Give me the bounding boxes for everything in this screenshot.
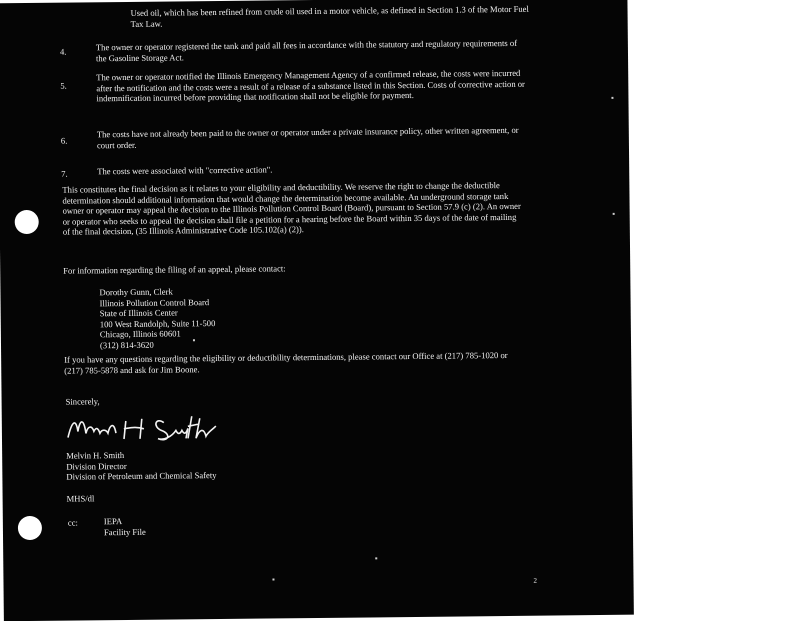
item-number: 6. — [60, 135, 68, 146]
cc-list — [104, 516, 146, 537]
scan-speck — [272, 578, 274, 580]
item-text: The costs have not already been paid to the owner or operator under a private insurance policy, other written agreement, or court order. — [96, 124, 519, 150]
punch-hole-top — [15, 210, 39, 234]
signature — [64, 406, 224, 448]
list-item — [96, 38, 526, 64]
cc-recipient: Facility File — [103, 526, 146, 537]
list-item — [96, 68, 526, 104]
signer-title: Division Director — [66, 460, 127, 472]
item-text: Used oil, which has been refined from crude oil used in a motor vehicle, as defined in Section 1.3 of the Motor Fuel Tax Law. — [130, 3, 529, 29]
list-item — [97, 125, 527, 151]
closing: Sincerely, — [65, 396, 100, 407]
cc-recipient: IEPA — [103, 516, 123, 527]
item-text: The owner or operator registered the tank and paid all fees in accordance with the statutory and regulatory requirements of the Gasoline Storage Act. — [95, 37, 518, 63]
item-text: The owner or operator notified the Illinois Emergency Management Agency of a confirmed release, the costs were incurred after the notification and the costs were a result of a release of a substance listed in this Section. Costs of corrective action or indemnification incurred before providing that notification shall not be eligible for payment. — [96, 67, 525, 104]
questions-paragraph: If you have any questions regarding the eligibility or deductibility determinations, please contact our Office at (217) 785-1020 or (217) 785-5878 and ask for Jim Boone. — [64, 349, 508, 376]
contact-org: Illinois Pollution Control Board — [99, 296, 210, 308]
scan-speck — [375, 557, 377, 559]
contact-block — [99, 286, 215, 350]
punch-hole-bottom — [18, 516, 42, 540]
scan-speck — [613, 213, 615, 215]
signer-block — [66, 449, 216, 482]
decision-paragraph: This constitutes the final decision as it relates to your eligibility and deductibility. We reserve the right to change the deductible determination should additional information that would change the determination become available. An underground storage tank owner or operator may appeal the decision to the Illinois Pollution Control Board (Board), pursuant to Section 57.9 (c) (2). An owner or operator who seeks to appeal the decision shall file a petition for a hearing before the Board within 35 days of the date of mailing of the final decision, (35 Illinois Administrative Code 105.102(a) (2)). — [62, 180, 521, 237]
initials: MHS/dl — [66, 493, 95, 504]
signer-division: Division of Petroleum and Chemical Safety — [66, 470, 217, 482]
signer-name: Melvin H. Smith — [66, 450, 125, 461]
contact-phone: (312) 814-3620 — [99, 339, 154, 350]
item-text: The costs were associated with "corrective action". — [97, 164, 273, 177]
item-number: 5. — [60, 80, 67, 91]
appeal-intro: For information regarding the filing of an appeal, please contact: — [63, 263, 286, 276]
page-number: 2 — [533, 576, 538, 585]
scan-speck — [193, 339, 195, 341]
cc-label: cc: — [67, 517, 78, 528]
contact-street: 100 West Randolph, Suite 11-500 — [99, 317, 216, 329]
list-item-continuation — [130, 4, 530, 29]
contact-city: Chicago, Illinois 60601 — [99, 328, 181, 340]
item-number: 7. — [61, 168, 68, 179]
contact-building: State of Illinois Center — [99, 307, 178, 319]
list-item — [97, 162, 527, 177]
item-number: 4. — [59, 46, 67, 57]
contact-name: Dorothy Gunn, Clerk — [99, 286, 173, 298]
scan-speck — [611, 97, 613, 99]
